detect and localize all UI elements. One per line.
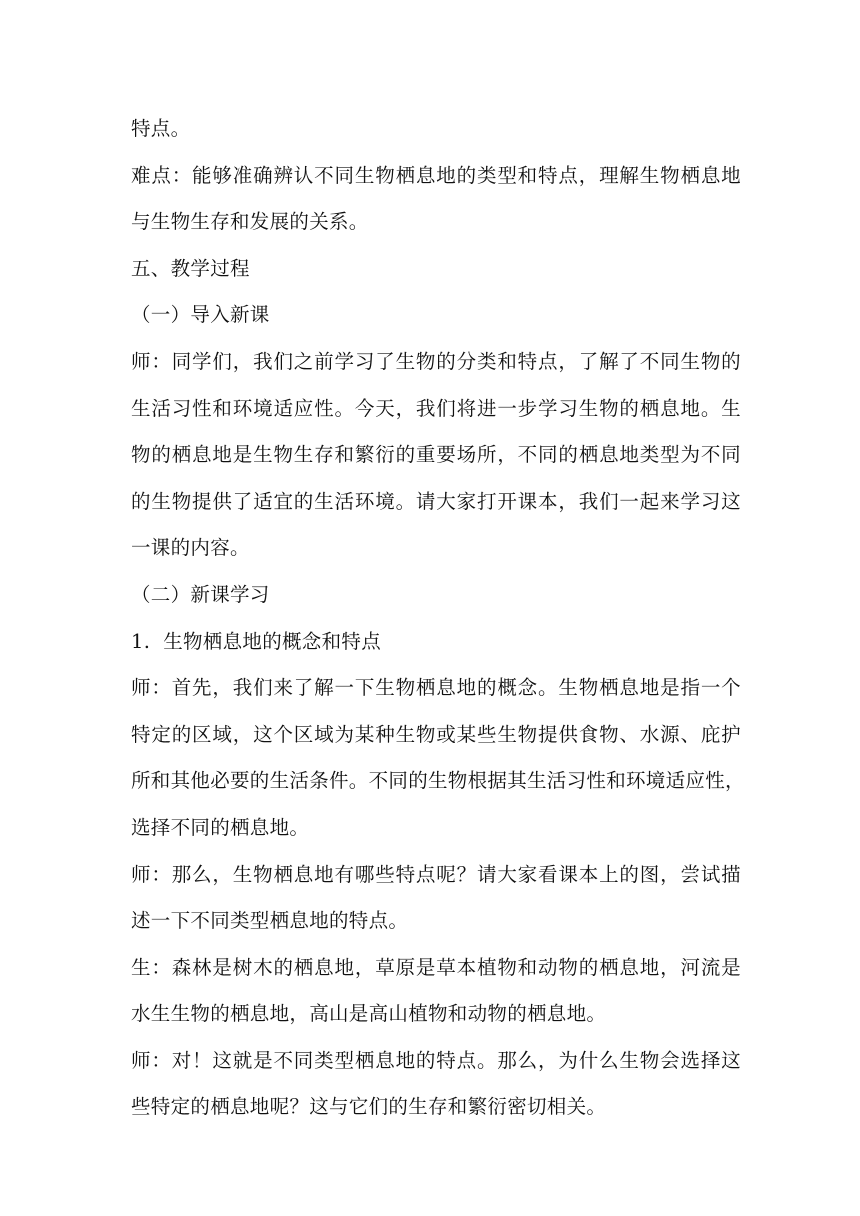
paragraph-difficulties [131, 153, 741, 246]
section-heading: 五、教学过程 [131, 256, 250, 280]
text-line: 物的栖息地是生物生存和繁衍的重要场所，不同的栖息地类型为不同 [131, 443, 741, 467]
paragraph-teacher-concept [131, 665, 745, 851]
paragraph-teacher-followup [131, 1038, 741, 1131]
text-line: 特点。 [131, 117, 191, 140]
numbered-heading-habitat-concept [131, 619, 741, 666]
section-heading-teaching-process [131, 246, 741, 293]
paragraph-teacher-intro [131, 339, 741, 572]
paragraph-key-points-end [131, 106, 741, 153]
document-body [131, 106, 745, 1131]
subsection-heading: （一）导入新课 [131, 303, 270, 327]
text-line: 生：森林是树木的栖息地，草原是草本植物和动物的栖息地，河流是 [131, 955, 741, 979]
text-line: 述一下不同类型栖息地的特点。 [131, 909, 409, 933]
subsection-heading-introduction [131, 292, 741, 339]
text-line: 一课的内容。 [131, 536, 250, 560]
text-line: 师：首先，我们来了解一下生物栖息地的概念。生物栖息地是指一个 [131, 676, 741, 700]
subsection-heading: （二）新课学习 [131, 582, 270, 606]
subsection-heading-new-lesson [131, 572, 741, 619]
text-line: 些特定的栖息地呢？这与它们的生存和繁衍密切相关。 [131, 1095, 607, 1119]
text-line: 师：同学们，我们之前学习了生物的分类和特点，了解了不同生物的 [131, 349, 741, 373]
text-line: 师：那么，生物栖息地有哪些特点呢？请大家看课本上的图，尝试描 [131, 862, 741, 886]
text-line: 难点：能够准确辨认不同生物栖息地的类型和特点，理解生物栖息地 [131, 163, 741, 187]
text-line: 生活习性和环境适应性。今天，我们将进一步学习生物的栖息地。生 [131, 396, 741, 420]
text-line: 的生物提供了适宜的生活环境。请大家打开课本，我们一起来学习这 [131, 489, 741, 513]
text-line: 所和其他必要的生活条件。不同的生物根据其生活习性和环境适应性， [131, 769, 745, 793]
text-line: 选择不同的栖息地。 [131, 815, 310, 839]
text-line: 与生物生存和发展的关系。 [131, 210, 369, 234]
numbered-heading: 1. 生物栖息地的概念和特点 [131, 629, 382, 653]
paragraph-teacher-question [131, 852, 741, 945]
paragraph-student-answer [131, 945, 741, 1038]
text-line: 师：对！这就是不同类型栖息地的特点。那么，为什么生物会选择这 [131, 1048, 741, 1072]
text-line: 特定的区域，这个区域为某种生物或某些生物提供食物、水源、庇护 [131, 722, 741, 746]
text-line: 水生生物的栖息地，高山是高山植物和动物的栖息地。 [131, 1002, 607, 1026]
